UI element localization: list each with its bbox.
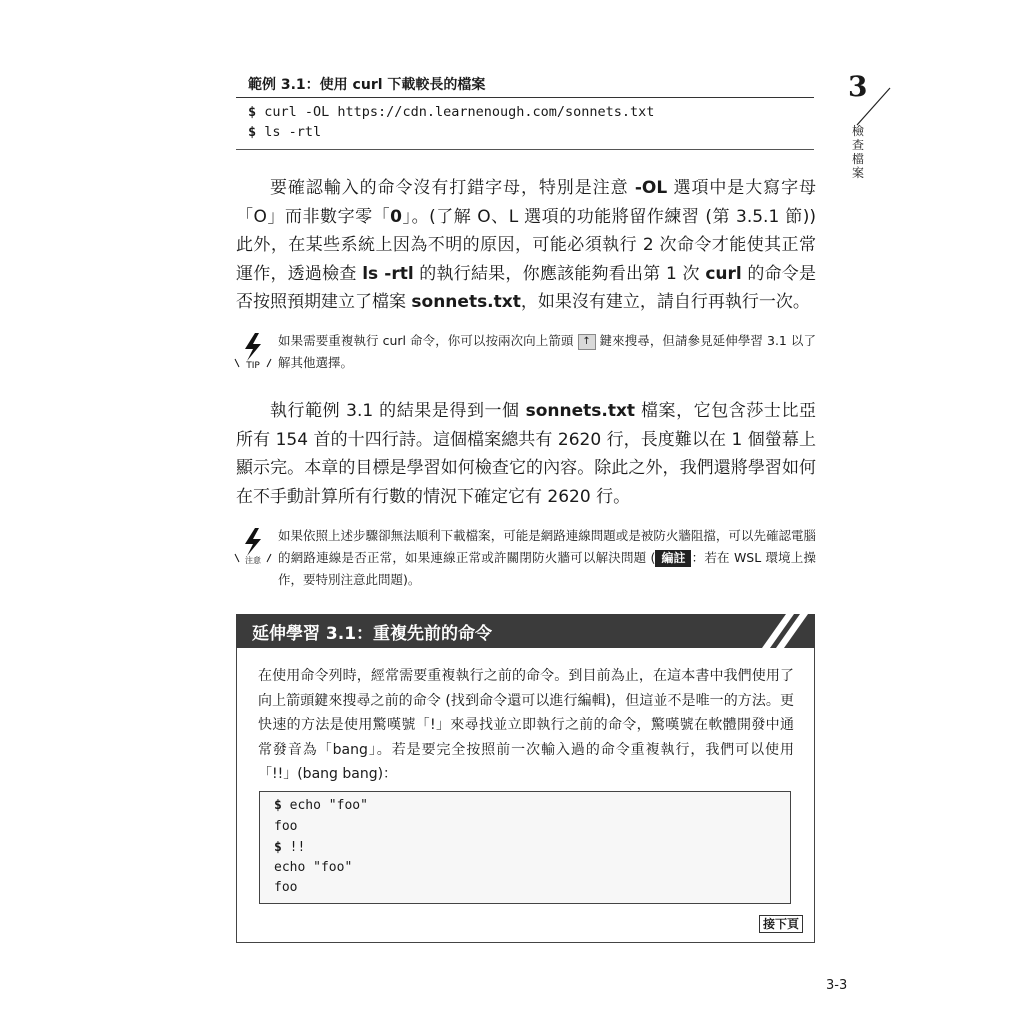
- code-prompt: $: [248, 104, 257, 120]
- up-arrow-key-icon: ↑: [578, 334, 596, 350]
- warning-label: 注意: [245, 556, 261, 565]
- body-paragraph-2: [236, 397, 816, 511]
- tip-note: [278, 330, 816, 374]
- sidebar-code-line: [274, 819, 297, 834]
- code-command: foo: [274, 819, 298, 834]
- code-line-2: [248, 124, 321, 140]
- chapter-number: 3: [848, 70, 868, 103]
- bold-term: sonnets.txt: [411, 292, 521, 312]
- code-command: echo "foo": [281, 798, 368, 813]
- text: ：若在 WSL 環境上操作，要特別注意此問題)。: [278, 550, 816, 587]
- listing-bottom-rule: [236, 149, 814, 150]
- text: 的命令是否按照預期建立了檔案: [236, 263, 817, 312]
- sidebar-code-line: [274, 860, 352, 875]
- code-command: curl -OL https://cdn.learnenough.com/sonnets.txt: [256, 104, 655, 120]
- text: 鍵來搜尋，但請參見延伸學習 3.1 以了解其他選擇。: [278, 333, 817, 370]
- text: 檔案，它包含莎士比亞所有 154 首的十四行詩。這個檔案總共有 2620 行，長度難以在 1 個螢幕上顯示完。本章的目標是學習如何檢查它的內容。除此之外，我們還將學習如何在不手動計算所有行數的情況下確定它有 2620 行。: [236, 401, 817, 507]
- text: 的執行結果，你應該能夠看出第 1 次: [413, 263, 706, 284]
- code-prompt: $: [248, 124, 257, 140]
- editor-note-tag: 編註: [655, 550, 691, 567]
- bold-term: sonnets.txt: [525, 401, 636, 421]
- sidebar-code-line: [274, 798, 368, 813]
- text: ，如果沒有建立，請自行再執行一次。: [520, 292, 810, 312]
- code-prompt: $: [274, 798, 282, 813]
- warning-lightning-icon: [233, 526, 273, 566]
- text: 選項中是大寫字母「O」而非數字零「: [236, 178, 816, 227]
- code-prompt: $: [274, 840, 282, 855]
- text: 如果依照上述步驟卻無法順利下載檔案，可能是網路連線問題或是被防火牆阻擋，可以先確認電腦的網路連線是否正常，如果連線正常或許關閉防火牆可以解決問題 (: [278, 528, 816, 565]
- next-page-label: 接下頁: [759, 915, 803, 933]
- listing-top-rule: [236, 97, 814, 98]
- warning-note: [278, 525, 816, 591]
- code-line-1: [248, 104, 654, 120]
- bold-term: curl: [705, 263, 742, 284]
- text: 執行範例 3.1 的結果是得到一個: [270, 401, 526, 421]
- code-command: foo: [274, 880, 298, 895]
- sidebar-title: 延伸學習 3.1：重複先前的命令: [252, 624, 493, 644]
- bold-term: ls -rtl: [362, 263, 414, 284]
- bold-term: 0: [390, 206, 403, 227]
- bold-term: -OL: [634, 178, 668, 198]
- text: 」。(了解 O、L 選項的功能將留作練習 (第 3.5.1 節)) 此外，在某些系統上因為不明的原因，可能必須執行 2 次命令才能使其正常運作，透過檢查: [236, 206, 816, 284]
- tip-label: TIP: [246, 361, 260, 371]
- body-paragraph-1: [236, 174, 816, 317]
- page-number: 3-3: [826, 978, 848, 993]
- tip-lightning-icon: [233, 331, 273, 371]
- sidebar-stripes-decoration: [744, 614, 815, 648]
- listing-caption: 範例 3.1：使用 curl 下載較長的檔案: [248, 77, 486, 93]
- sidebar-body-text: 在使用命令列時，經常需要重複執行之前的命令。到目前為止，在這本書中我們使用了向上箭頭鍵來搜尋之前的命令 (找到命令還可以進行編輯)，但這並不是唯一的方法。更快速的方法是使用驚嘆號「!」來尋找並立即執行之前的命令，驚嘆號在軟體開發中通常發音為「bang」。若是要完全按照前一次輸入過的命令重複執行，我們可以使用「!!」(bang bang)：: [258, 668, 794, 782]
- chapter-slash-decoration: [852, 80, 912, 130]
- sidebar-code-line: [274, 840, 305, 855]
- sidebar-code-line: [274, 880, 297, 895]
- code-command: !!: [281, 840, 306, 855]
- code-command: ls -rtl: [256, 124, 322, 140]
- code-command: echo "foo": [274, 860, 353, 875]
- chapter-title: 檢查檔案: [851, 124, 864, 180]
- text: 如果需要重複執行 curl 命令，你可以按兩次向上箭頭: [278, 333, 578, 348]
- text: 要確認輸入的命令沒有打錯字母，特別是注意: [270, 178, 635, 198]
